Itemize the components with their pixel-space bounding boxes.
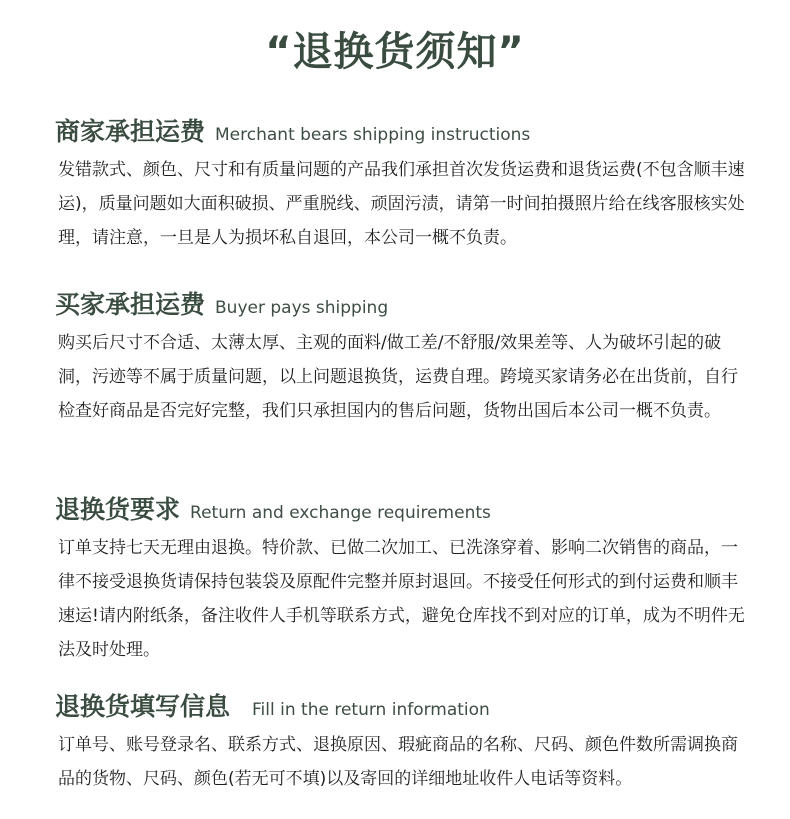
section-heading bbox=[55, 115, 755, 149]
section-heading-en: Return and exchange requirements bbox=[190, 503, 491, 523]
section-body: 订单支持七天无理由退换。特价款、已做二次加工、已洗涤穿着、影响二次销售的商品，一律不接受退换货请保持包装袋及原配件完整并原封退回。不接受任何形式的到付运费和顺丰速运!请内附纸条，备注收件人手机等联系方式，避免仓库找不到对应的订单，成为不明件无法及时处理。 bbox=[58, 538, 745, 660]
section-heading-en: Buyer pays shipping bbox=[215, 298, 389, 318]
section-heading-zh: 商家承担运费 bbox=[55, 117, 206, 146]
section-heading bbox=[55, 690, 755, 724]
section-buyer-shipping bbox=[55, 288, 755, 428]
section-return-information bbox=[55, 690, 755, 796]
section-heading bbox=[55, 288, 755, 322]
section-heading-zh: 退换货要求 bbox=[55, 495, 181, 524]
section-merchant-shipping bbox=[55, 115, 755, 255]
section-body: 发错款式、颜色、尺寸和有质量问题的产品我们承担首次发货运费和退货运费(不包含顺丰速运)，质量问题如大面积破损、严重脱线、顽固污渍，请第一时间拍摄照片给在线客服核实处理，请注意，一旦是人为损坏私自退回，本公司一概不负责。 bbox=[58, 160, 745, 248]
section-body: 订单号、账号登录名、联系方式、退换原因、瑕疵商品的名称、尺码、颜色件数所需调换商品的货物、尺码、颜色(若无可不填)以及寄回的详细地址收件人电话等资料。 bbox=[58, 735, 738, 789]
section-return-requirements bbox=[55, 493, 755, 667]
section-heading bbox=[55, 493, 755, 527]
section-heading-zh: 退换货填写信息 bbox=[55, 692, 231, 721]
section-body: 购买后尺寸不合适、太薄太厚、主观的面料/做工差/不舒服/效果差等、人为破坏引起的破洞，污迹等不属于质量问题，以上问题退换货，运费自理。跨境买家请务必在出货前，自行检查好商品是否完好完整，我们只承担国内的售后问题，货物出国后本公司一概不负责。 bbox=[58, 333, 738, 421]
section-heading-zh: 买家承担运费 bbox=[55, 290, 206, 319]
section-heading-en: Merchant bears shipping instructions bbox=[215, 125, 531, 145]
page-title: “退换货须知” bbox=[265, 29, 525, 75]
section-heading-en: Fill in the return information bbox=[252, 700, 490, 720]
